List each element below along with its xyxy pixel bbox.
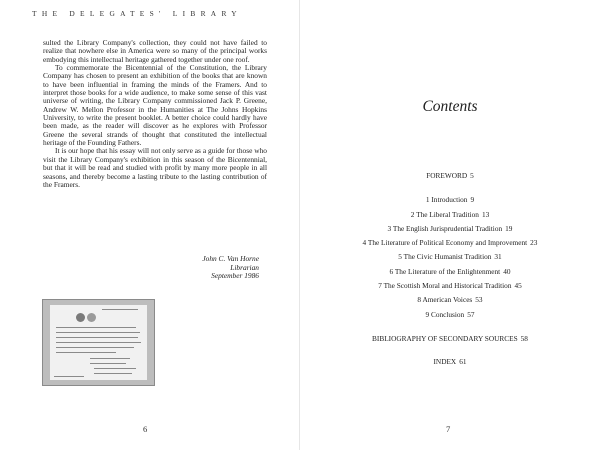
signature-block	[43, 255, 259, 281]
paragraph-2: To commemorate the Bicentennial of the Constitution, the Library Company has chosen to present an exhibition of the books that are known to have been influential in framing the minds of the Framers. And to interpret those books for a wide audience, to make some sense of this vast universe of writing, the Library Company commissioned Jack P. Greene, Andrew W. Mellon Professor in the Humanities at The Johns Hopkins University, to write the present booklet. A better choice could hardly have been made, as the reader will discover as he explores with Professor Greene the several strands of thought that constituted the intellectual heritage of the Founding Fathers.	[43, 63, 267, 148]
toc-entry: INDEX 61	[433, 357, 467, 366]
paragraph-1: sulted the Library Company's collection, they could not have failed to realize that nowhere else in America were so many of the principal works embodying this intellectual heritage gathered together under one roof.	[43, 38, 267, 64]
signature-title: Librarian	[230, 262, 259, 272]
toc-entry: 5 The Civic Humanist Tradition 31	[398, 252, 502, 261]
foreword-text	[43, 39, 267, 189]
toc-entry: 2 The Liberal Tradition 13	[410, 210, 490, 219]
toc-entry: 9 Conclusion 57	[425, 310, 475, 319]
toc-entry: 6 The Literature of the Enlightenment 40	[389, 267, 511, 276]
toc-entry: 3 The English Jurisprudential Tradition 19	[387, 224, 513, 233]
toc-entry: FOREWORD 5	[426, 171, 474, 180]
right-page	[300, 0, 600, 450]
handwritten-letter-image	[42, 299, 155, 386]
page-number-left: 6	[143, 424, 148, 434]
toc-entry: 1 Introduction 9	[425, 195, 475, 204]
contents-title: Contents	[422, 98, 478, 115]
toc-entry: 7 The Scottish Moral and Historical Tradition 45	[378, 281, 522, 290]
signature-date: September 1986	[211, 271, 259, 281]
running-head: THE DELEGATES' LIBRARY	[32, 9, 242, 18]
toc-entry: BIBLIOGRAPHY OF SECONDARY SOURCES 58	[372, 334, 528, 343]
toc-entry: 8 American Voices 53	[417, 295, 483, 304]
page-number-right: 7	[446, 424, 451, 434]
toc-entry: 4 The Literature of Political Economy and Improvement 23	[362, 238, 538, 247]
signature-name: John C. Van Horne	[202, 254, 259, 263]
paragraph-3: It is our hope that his essay will not only serve as a guide for those who visit the Library Company's exhibition in this season of the Bicentennial, but that it will be read and studied with profit by many more people in all seasons, and thereby become a lasting tribute to the lasting contribution of the Framers.	[43, 146, 267, 189]
